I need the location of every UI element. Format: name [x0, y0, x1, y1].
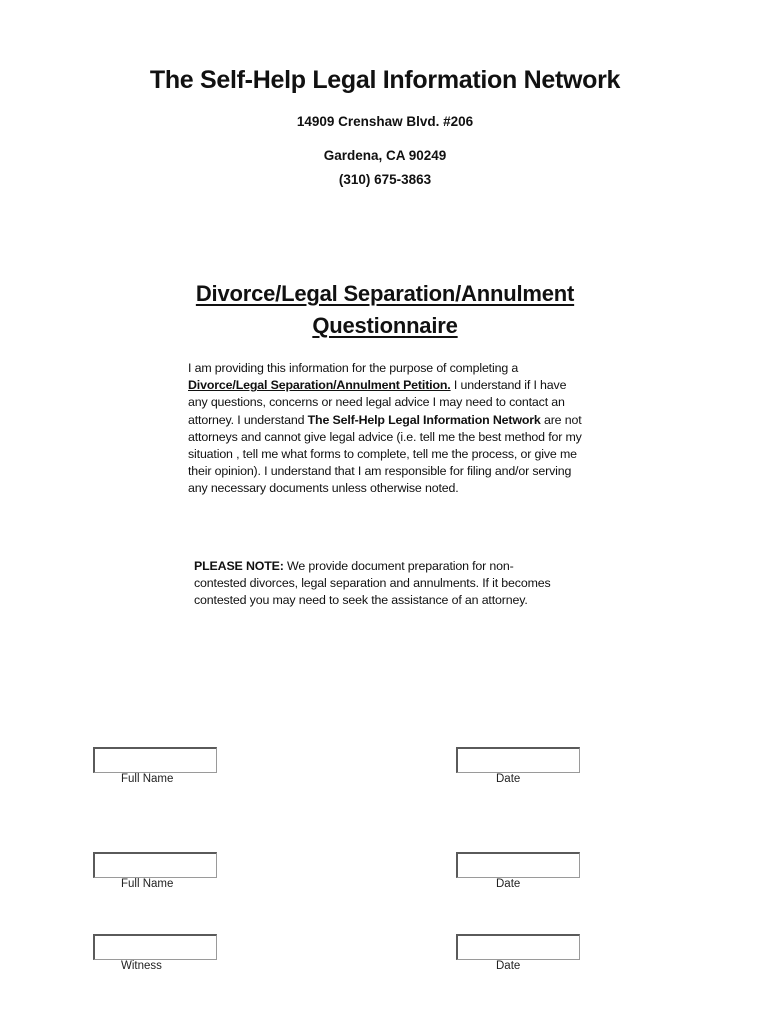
date-label-1: Date: [496, 773, 521, 785]
intro-network-name: The Self-Help Legal Information Network: [307, 412, 541, 427]
document-title: [0, 278, 770, 342]
address-line-1: 14909 Crenshaw Blvd. #206: [296, 114, 474, 129]
intro-petition: Divorce/Legal Separation/Annulment Petition.: [188, 378, 451, 393]
document-title-line-2: Questionnaire: [312, 313, 458, 338]
intro-paragraph: [188, 360, 588, 498]
address-line-2: Gardena, CA 90249: [323, 148, 447, 163]
note-text: We provide document preparation for non-contested divorces, legal separation and annulments. If it becomes contested you may need to seek the assistance of an attorney.: [194, 559, 551, 608]
full-name-field-2[interactable]: [93, 852, 217, 878]
document-title-line-1: Divorce/Legal Separation/Annulment: [195, 281, 575, 306]
phone-number: (310) 675-3863: [338, 172, 432, 187]
witness-label: Witness: [121, 960, 162, 972]
date-field-2[interactable]: [456, 852, 580, 878]
date-field-3[interactable]: [456, 934, 580, 960]
date-label-3: Date: [496, 960, 521, 972]
intro-after-petition: I understand if I have any questions, concerns or need legal advice I may need to contact an attorney. I understand: [188, 378, 567, 427]
intro-lead: I am providing this information for the purpose of completing a: [188, 361, 519, 375]
full-name-label-2: Full Name: [121, 878, 174, 890]
full-name-field-1[interactable]: [93, 747, 217, 773]
intro-tail: are not attorneys and cannot give legal advice (i.e. tell me the best method for my situation , tell me what forms to complete, tell me the process, or give me their opinion). I understand that I am responsible for filing and/or serving any necessary documents unless otherwise noted.: [188, 412, 582, 496]
note-paragraph: [194, 558, 564, 610]
date-field-1[interactable]: [456, 747, 580, 773]
org-title: The Self-Help Legal Information Network: [149, 66, 621, 94]
witness-field[interactable]: [93, 934, 217, 960]
date-label-2: Date: [496, 878, 521, 890]
note-label: PLEASE NOTE:: [194, 559, 284, 573]
full-name-label-1: Full Name: [121, 773, 174, 785]
